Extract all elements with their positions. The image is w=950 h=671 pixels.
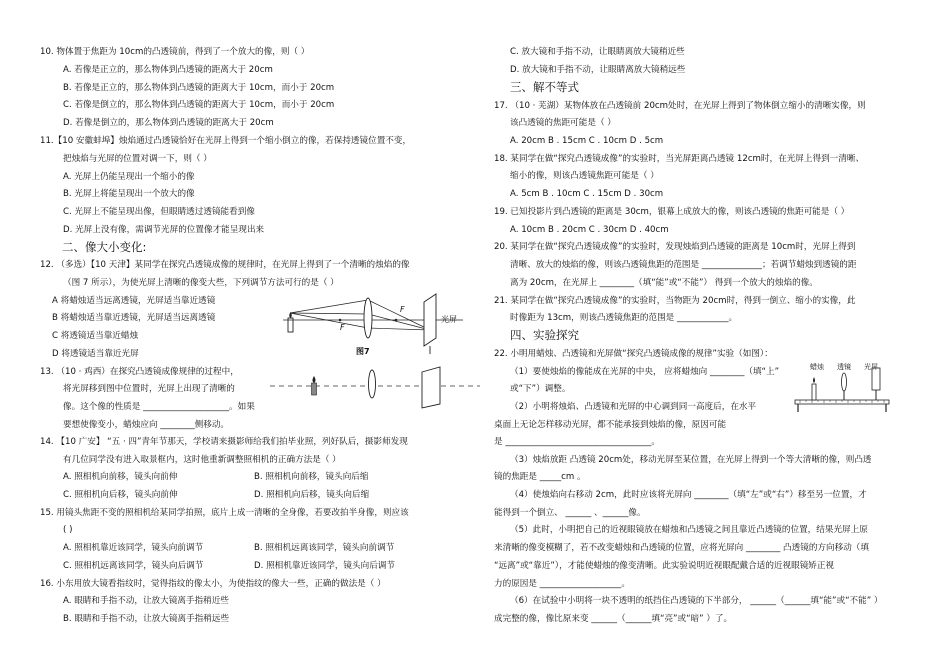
q18-stem-1: 18. 某同学在做“探究凸透镜成像”的实验时，当光屏距离凸透镜 12cm时，在光屏上得到一清晰、 [494,154,865,164]
q11-option-b: B. 光屏上将能呈现出一个放大的像 [63,189,195,199]
q18-options: A. 5cm B . 10cm C . 15cm D . 30cm [510,189,664,199]
q17-options: A. 20cm B . 15cm C . 10cm D . 5cm [510,136,664,146]
q16-option-a: A. 眼睛和手指不动，让放大镜离手指稍近些 [63,596,229,606]
q13-line-2: 将光屏移到图中位置时，光屏上出现了清晰的 [63,384,235,394]
q18-stem-2: 缩小的像，则该凸透镜焦距可能是（ ） [510,171,659,181]
q19-options: A. 10cm B . 20cm C . 30cm D . 40cm [510,225,669,235]
q10-option-d: D. 若像是倒立的，那么物体到凸透镜的距离大于 20cm [63,118,274,128]
q22-part5-a: （5）此时，小明把自己的近视眼镜放在蜡烛和凸透镜之间且靠近凸透镜的位置，结果光屏上原 [510,525,868,535]
q11-stem-1: 11.【10 安徽蚌埠】烛焰通过凸透镜恰好在光屏上得到一个缩小倒立的像，若保持透镜位置不变， [40,136,412,146]
q14-stem-1: 14. 【10 广安】 “五 · 四”青年节那天，学校请来摄影师给我们拍毕业照，列好队后，摄影师发现 [40,437,408,447]
q10-option-a: A. 若像是正立的，那么物体到凸透镜的距离大于 20cm [63,65,273,75]
figure-lens-label: 透镜 [837,363,851,371]
figure-7-focus-label-right: F [400,305,405,314]
q13-line-4: 要想使像变小，蜡烛应向 ________侧移动。 [63,420,230,430]
q22-part5-c: “远离”或“靠近”），才能使蜡烛的像变清晰。此实验说明近视眼配戴合适的近视眼镜矫正视 [494,561,835,571]
q22-part2-a: （2）小明将烛焰、凸透镜和光屏的中心调到同一高度后，在水平 [510,402,757,412]
q22-intro: 22. 小明用蜡烛、凸透镜和光屏做“探究凸透镜成像的规律”实验（如图）： [494,349,773,359]
q16-option-b: B. 眼睛和手指不动，让放大镜离手指稍远些 [63,614,230,624]
q12-option-c: C 将透镜适当靠近蜡烛 [52,331,139,341]
q14-option-d: D. 照相机向后移，镜头向后缩 [254,490,370,500]
q17-stem-1: 17. （10 · 芜湖）某物体放在凸透镜前 20cm处时，在光屏上得到了物体倒立缩小的清晰实像，则 [494,101,866,111]
q16-option-c: C. 放大镜和手指不动，让眼睛离放大镜稍近些 [510,47,685,57]
q13-line-3: 像。这个像的性质是 ____________________。如果 [63,402,255,412]
q14-option-c: C. 照相机向后移，镜头向前伸 [63,490,178,500]
section-4-heading: 四、实验探究 [510,328,579,342]
q15-option-b: B. 照相机远离该同学，镜头向前调节 [254,543,395,553]
q10-option-c: C. 若像是倒立的，那么物体到凸透镜的距离大于 10cm，而小于 20cm [63,100,335,110]
q22-part4-b: 能得到一个倒立、 ______ 、______像。 [494,508,646,518]
q22-optical-bench-figure [792,362,892,420]
q15-option-d: D. 照相机靠近该同学，镜头向后调节 [254,561,395,571]
figure-screen-label: 光屏 [864,363,878,371]
q22-part4-a: （4）使烛焰向右移动 2cm，此时应该将光屏向 ________（填“左”或“右”）移至另一位置，才 [510,490,867,500]
q12-stem-1: 12. （多选）【10 天津】某同学在探究凸透镜成像的规律时，在光屏上得到了一个清晰的烛焰的像 [40,260,410,270]
q10-option-b: B. 若像是正立的，那么物体到凸透镜的距离大于 10cm，而小于 20cm [63,83,335,93]
figure-7-screen-label: 光屏 [441,315,457,324]
q22-part1-a: （1）要使烛焰的像能成在光屏的中央， 应将蜡烛向 ________（填“上” [510,367,780,377]
figure-candle-label: 蜡烛 [810,363,824,371]
q22-part6-b: 成完整的像，像比原来变 ______（______填“亮”或“暗” ）了。 [494,614,733,624]
q21-line-2: 时像距为 13cm，则该凸透镜焦距的范围是 ____________。 [510,313,738,323]
q22-part1-b: 或“下”）调整。 [510,384,571,394]
section-3-heading: 三、解不等式 [510,80,579,94]
q15-option-a: A. 照相机靠近该同学，镜头向前调节 [63,543,204,553]
q14-option-a: A. 照相机向前移，镜头向前伸 [63,472,178,482]
q11-option-d: D. 光屏上没有像，需调节光屏的位置像才能呈现出来 [63,225,265,235]
q11-option-c: C. 光屏上不能呈现出像，但眼睛透过透镜能看到像 [63,207,255,217]
q15-stem-2: ( ) [63,525,73,535]
q22-part5-b: 来清晰的像变模糊了，若不改变蜡烛和凸透镜的位置，应将光屏向 ________ 凸透镜的方向移动（填 [494,543,869,553]
q22-part3-a: （3）烛焰放距 凸透镜 20cm处，移动光屏至某位置，在光屏上得到一个等大清晰的像，则凸透 [510,455,872,465]
q10-stem: 10. 物体置于焦距为 10cm的凸透镜前，得到了一个放大的像，则（ ） [40,47,310,57]
q20-line-3: 离为 20cm，在光屏上 ________（填“能”或“不能”） 得到一个放大的烛焰的像。 [510,278,818,288]
q13-line-1: 13. （10 · 鸡西）在探究凸透镜成像规律的过程中， [40,367,239,377]
q14-option-b: B. 照相机向前移，镜头向后缩 [254,472,369,482]
q22-part3-b: 镜的焦距是 _____cm 。 [494,472,586,482]
q19-stem: 19. 已知投影片到凸透镜的距离是 30cm，银幕上成放大的像，则该凸透镜的焦距可能是（ ） [494,207,850,217]
q17-stem-2: 该凸透镜的焦距可能是（ ） [510,118,616,128]
q13-figure [270,364,480,414]
q16-stem: 16. 小东用放大镜看指纹时，觉得指纹的像太小，为使指纹的像大一些，正确的做法是（ ） [40,579,386,589]
figure-7-lens-diagram [278,288,468,360]
q22-part5-d: 力的原因是 ___________________。 [494,579,630,589]
q11-option-a: A. 光屏上仍能呈现出一个缩小的像 [63,172,195,182]
figure-7-focus-label-left: F [340,323,345,332]
q20-line-1: 20. 某同学在做“探究凸透镜成像”的实验时，发现烛焰到凸透镜的距离是 10cm时，光屏上得到 [494,242,856,252]
figure-7-caption: 图7 [356,347,370,356]
q15-stem-1: 15. 用镜头焦距不变的照相机给某同学拍照，底片上成一清晰的全身像，若要改拍半身像，则应该 [40,508,409,518]
q22-part2-c: 是 __________________________________。 [494,437,661,447]
q12-option-b: B 将蜡烛适当靠近透镜，光屏适当远离透镜 [52,313,216,323]
q22-part2-b: 桌面上无论怎样移动光屏，都不能承接到烛焰的像，原因可能 [494,420,727,430]
section-2-heading: 二、像大小变化: [62,240,147,254]
q20-line-2: 清晰、放大的烛焰的像，则该凸透镜焦距的范围是 ______________；若调节蜡烛到透镜的距 [510,260,857,270]
q16-option-d: D. 放大镜和手指不动，让眼睛离放大镜稍远些 [510,65,686,75]
q12-option-a: A 将蜡烛适当远离透镜，光屏适当靠近透镜 [52,296,216,306]
q12-option-d: D 将透镜适当靠近光屏 [52,349,139,359]
q15-option-c: C. 照相机远离该同学，镜头向后调节 [63,561,204,571]
q14-stem-2: 有几位同学没有进入取景框内，这时他重新调整照相机的正确方法是（ ） [63,455,341,465]
q12-stem-2: （图 7 所示），为使光屏上清晰的像变大些，下列调节方法可行的是（ ） [63,278,339,288]
q11-stem-2: 把烛焰与光屏的位置对调一下，则（ ） [63,154,212,164]
q21-line-1: 21. 某同学在做“探究凸透镜成像”的实验时，当物距为 20cm时，得到一倒立、缩小的实像，此 [494,296,856,306]
q22-part6-a: （6）在试验中小明将一块不透明的纸挡住凸透镜的下半部分， ______（______填“能”或“不能” ） [510,596,883,606]
